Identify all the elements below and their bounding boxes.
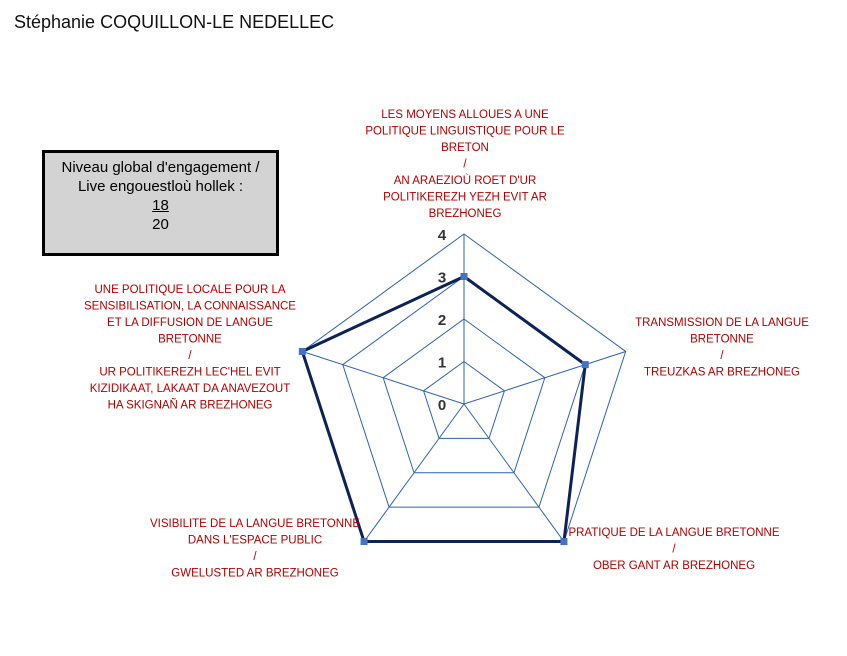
score-label-br: Live engouestloù hollek : — [77, 178, 244, 195]
radar-grid — [302, 234, 625, 542]
tick-label-3: 3 — [437, 269, 447, 287]
data-point-0 — [461, 273, 468, 280]
category-label-0: LES MOYENS ALLOUES A UNE POLITIQUE LINGUISTIQUE POUR LE BRETON / AN ARAEZIOÙ ROET D'UR POLITIKEREZH YEZH EVIT AR BREZHONEG — [365, 109, 565, 220]
data-point-4 — [299, 348, 306, 355]
score-value: 18 — [152, 197, 169, 214]
author-name: Stéphanie COQUILLON-LE NEDELLEC — [14, 12, 335, 32]
data-point-2 — [560, 538, 567, 545]
grid-spoke-1 — [464, 351, 626, 404]
score-max: 20 — [152, 216, 169, 233]
tick-label-4: 4 — [437, 227, 447, 244]
category-label-2: PRATIQUE DE LA LANGUE BRETONNE / OBER GANT AR BREZHONEG — [568, 527, 780, 572]
radar-category-labels — [84, 109, 809, 580]
data-point-3 — [361, 538, 368, 545]
category-label-4: UNE POLITIQUE LOCALE POUR LA SENSIBILISATION, LA CONNAISSANCE ET LA DIFFUSION DE LANGUE BRETONNE / UR POLITIKEREZH LEC'HEL EVIT KIZIDIKAAT, LAKAAT DA ANAVEZOUT HA SKIGNAÑ AR BREZHONEG — [84, 284, 296, 412]
category-label-1: TRANSMISSION DE LA LANGUE BRETONNE / TREUZKAS AR BREZHONEG — [635, 317, 809, 379]
tick-label-2: 2 — [437, 312, 447, 329]
score-label-fr: Niveau global d'engagement / — [61, 159, 260, 176]
tick-label-1: 1 — [437, 354, 447, 372]
data-point-1 — [582, 361, 589, 368]
category-label-3: VISIBILITE DE LA LANGUE BRETONNE DANS L'ESPACE PUBLIC / GWELUSTED AR BREZHONEG — [149, 518, 361, 580]
radar-tick-labels — [438, 227, 447, 414]
tick-label-0: 0 — [437, 397, 447, 414]
